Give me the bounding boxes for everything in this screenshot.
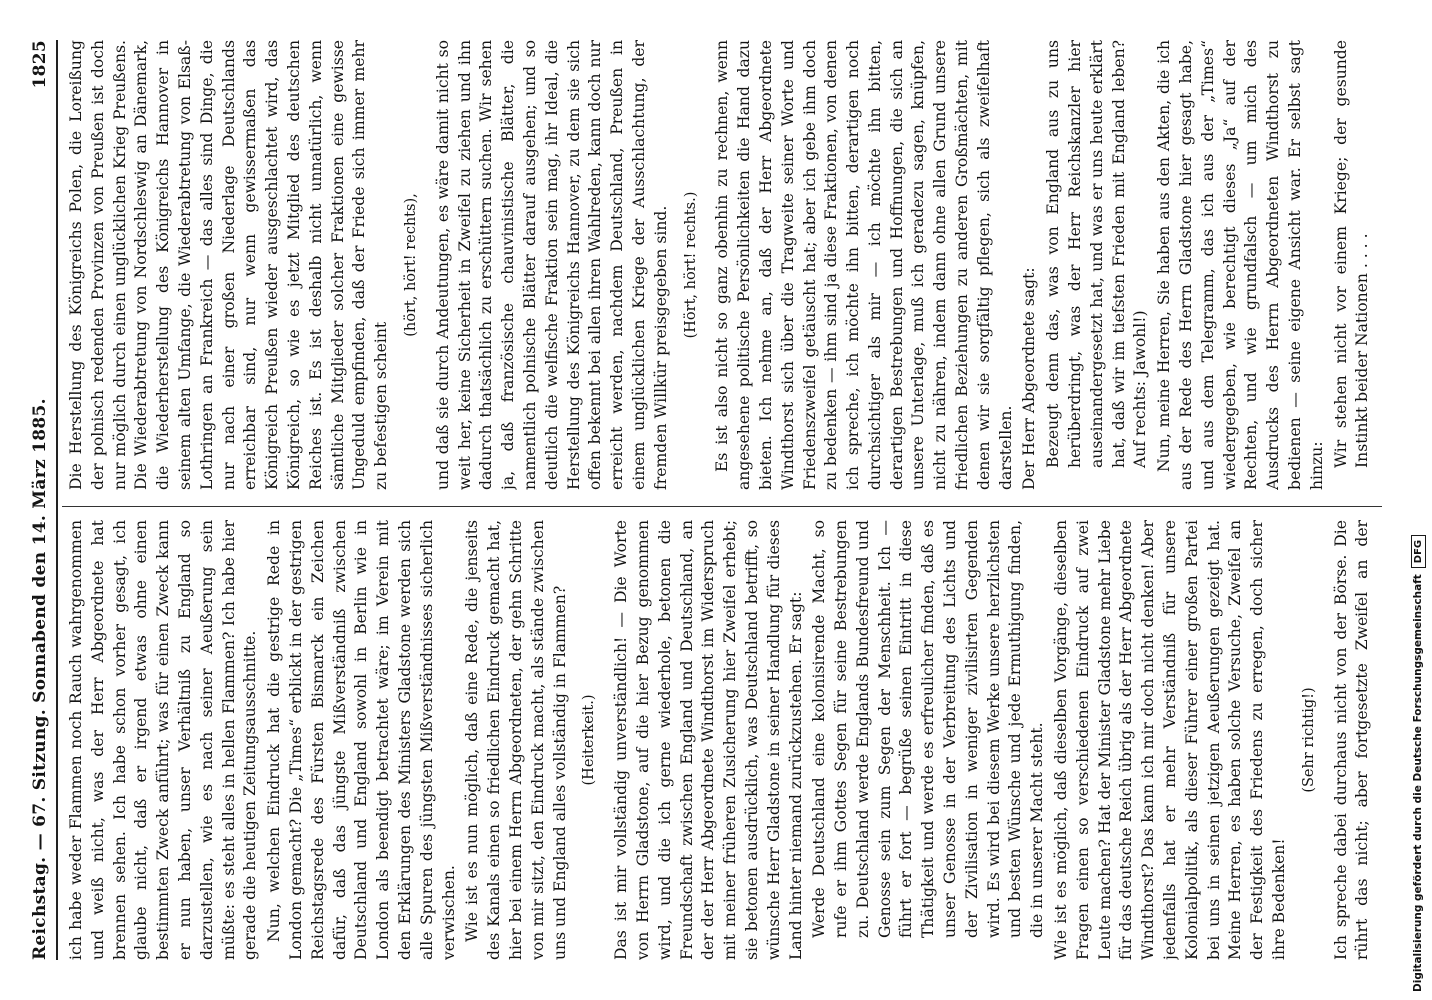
- running-head: Reichstag. — 67. Sitzung. Sonnabend den 14. März 1885.: [30, 398, 50, 960]
- left-column-paragraph: (Sehr richtig!): [1300, 687, 1317, 793]
- right-column-paragraph: und daß sie durch Andeutungen, es wäre damit nicht so weit her, keine Sicherheit in Zweifel zu ziehen und ihn dadurch thatsächlich zu erschüttern suchen. Wir sehen ja, daß französische chauvinistische Blätter, die namentlich polnische Blätter darauf ausgehen; und so deutlich die welfische Fraktion sein mag, ihr Ideal, die Herstellung des Königreichs Hannover, zu dem sie sich offen bekennt bei allen ihren Wahlreden, kann doch nur erreicht werden, nachdem Deutschland, Preußen in einem unglücklichen Kriege der Ausschlachtung, der fremden Willkür preisgegeben sind.: [433, 40, 670, 490]
- right-column-paragraph: Nun, meine Herren, Sie haben aus den Akten, die ich aus der Rede des Herrn Gladstone hier gesagt habe, und aus dem Telegramm, das ich aus der „Times“ wiedergegeben, wie berechtigt dieses „Ja“ auf der Rechten, und wie grundfalsch — um mich des Ausdrucks des Herrn Abgeordneten Windthorst zu bedienen — seine eigene Ansicht war. Er selbst sagt hinzu:: [1155, 40, 1326, 490]
- page-number: 1825: [30, 40, 50, 89]
- side-credit: [1407, 8, 1429, 992]
- digitization-credit: Digitalisierung gefördert durch die Deutsche Forschungsgemeinschaft: [1412, 574, 1424, 992]
- right-column-paragraph: Es ist also nicht so ganz obenhin zu rechnen, wenn angesehene politische Persönlichkeiten die Hand dazu bieten. Ich nehme an, daß der Herr Abgeordnete Windthorst sich über die Tragweite seiner Worte und Friedenszweifel getäuscht hat; aber ich gebe ihm doch zu bedenken — ihm sind ja diese Fraktionen, von denen ich spreche, ich möchte ihn bitten, derartigen noch durchsichtiger als mir — ich möchte ihn bitten, derartigen Bestrebungen und Hoffnungen, die sich an unsere Unterlage, muß ich geradezu sagen, knüpfen, nicht zu nähren, indem dann ohne allen Grund unsere friedlichen Beziehungen zu anderen Großmächten, mit denen wir sie sorgfältig pflegen, sich als zweifelhaft darstellen.: [713, 40, 1015, 490]
- left-column-paragraph: Wie ist es nun möglich, daß eine Rede, die jenseits des Kanals einen so friedlichen Eindruck gemacht hat, hier bei einem Herrn Abgeordneten, der gehn Schritte von mir sitzt, den Eindruck macht, als stände zwischen uns und England alles vollständig in Flammen?: [463, 520, 569, 960]
- left-text-column: [66, 520, 1376, 960]
- left-column-paragraph: Werde Deutschland eine kolonisirende Macht, so rufe er ihm Gottes Segen für seine Bestrebungen zu. Deutschland werde Englands Bundesfreund und Genosse sein zum Segen der Menschheit. Ich — führt er fort — begrüße seinen Eintritt in diese Thätigkeit und werde es erfreulicher finden, daß es unser Genosse in der Verbreitung des Lichts und der Zivilisation in weniger zivilisirten Gegenden wird. Es wird bei diesem Werke unsere herzlichsten und besten Wünsche und jede Ermuthigung finden, die in unserer Macht steht.: [810, 520, 1047, 938]
- left-column-paragraph: ich habe weder Flammen noch Rauch wahrgenommen und weiß nicht, was der Herr Abgeordnete hat brennen sehen. Ich habe schon vorher gesagt, ich glaube nicht, daß er irgend etwas ohne einen bestimmten Zweck anführt; was für einen Zweck kann er nun haben, unser Verhältniß zu England so darzustellen, wie es nach seiner Aeußerung sein müßte: es steht alles in hellen Flammen? Ich habe hier gerade die heutigen Zeitungsausschnitte.: [67, 520, 260, 960]
- left-column-paragraph: Das ist mir vollständig unverständlich! — Die Worte von Herrn Gladstone, auf die hier Bezug genommen wird, und die ich gerne wiederhole, betonen die Freundschaft zwischen England und Deutschland, an der der Herr Abgeordnete Windthorst im Widerspruch mit meiner früheren Zusicherung hier Zweifel erhebt; sie betonen ausdrücklich, was Deutschland betrifft, so wünsche Herr Gladstone in seiner Handlung für dieses Land hinter niemand zurückzustehen. Er sagt:: [612, 520, 805, 960]
- left-column-paragraph: Nun, welchen Eindruck hat die gestrige Rede in London gemacht? Die „Times“ erblickt in der gestrigen Reichstagsrede des Fürsten Bismarck ein Zeichen dafür, daß das jüngste Mißverständniß zwischen Deutschland und England sowohl in Berlin wie in London als beendigt betrachtet wäre; im Verein mit den Erklärungen des Ministers Gladstone werden sich alle Spuren des jüngsten Mißverständnisses sicherlich verwischen.: [265, 520, 458, 960]
- left-column-paragraph: (Heiterkeit.): [581, 694, 598, 786]
- left-column-paragraph: Wie ist es möglich, daß dieselben Vorgänge, dieselben Fragen einen so verschiedenen Eindruck auf zwei Leute machen? Hat der Minister Gladstone mehr Liebe für das deutsche Reich übrig als der Herr Abgeordnete Windthorst? Das kann ich mir doch nicht denken! Aber jedenfalls hat er mehr Verständniß für unsere Kolonialpolitik, als dieser Führer einer großen Partei bei uns in seinen jetzigen Aeußerungen gezeigt hat. Meine Herren, es haben solche Versuche, Zweifel an der Festigkeit des Friedens zu erregen, doch sicher ihre Bedenken!: [1052, 520, 1289, 960]
- right-column-paragraph: Wir stehen nicht vor einem Kriege; der gesunde Instinkt beider Nationen . . . .: [1331, 40, 1372, 468]
- right-column-paragraph: Der Herr Abgeordnete sagt:: [1020, 267, 1039, 490]
- header-rule: [56, 40, 58, 960]
- page-header: [18, 40, 50, 960]
- right-column-paragraph: (Hört, hört! rechts.): [682, 191, 699, 339]
- right-column-paragraph: Die Herstellung des Königreichs Polen, die Loreißung der polnisch redenden Provinzen von Preußen ist doch nur möglich durch einen unglücklichen Krieg Preußens. Die Wiederabtretung von Nordschleswig an Dänemark, die Wiederherstellung des Königreichs Hannover in seinem alten Umfange, die Wiederabtretung von Elsaß-Lothringen an Frankreich — das alles sind Dinge, die nur nach einer großen Niederlage Deutschlands erreichbar sind, nur wenn gewissermaßen das Königreich Preußen wieder ausgeschlachtet wird, das Königreich, so wie es jetzt Mitglied des deutschen Reiches ist. Es ist deshalb nicht unnatürlich, wenn sämtliche Mitglieder solcher Fraktionen eine gewisse Ungeduld empfinden, daß der Friede sich immer mehr zu befestigen scheint: [67, 40, 391, 490]
- left-column-paragraph: Ich spreche dabei durchaus nicht von der Börse. Die rührt das nicht; aber fortgesetzte Zweifel an der: [1331, 520, 1372, 960]
- right-column-paragraph: Bezeugt denn das, was von England aus zu uns herüberdringt, was der Herr Reichskanzler hier auseinandergesetzt hat, und was er uns heute erklärt hat, daß wir im tiefsten Frieden mit England leben? Auf rechts: Jawohl!): [1044, 40, 1150, 468]
- right-column-paragraph: (hört, hört! rechts),: [402, 193, 419, 337]
- column-divider: [62, 506, 1382, 507]
- right-text-column: [66, 40, 1376, 490]
- dfg-logo: DFG: [1411, 535, 1426, 568]
